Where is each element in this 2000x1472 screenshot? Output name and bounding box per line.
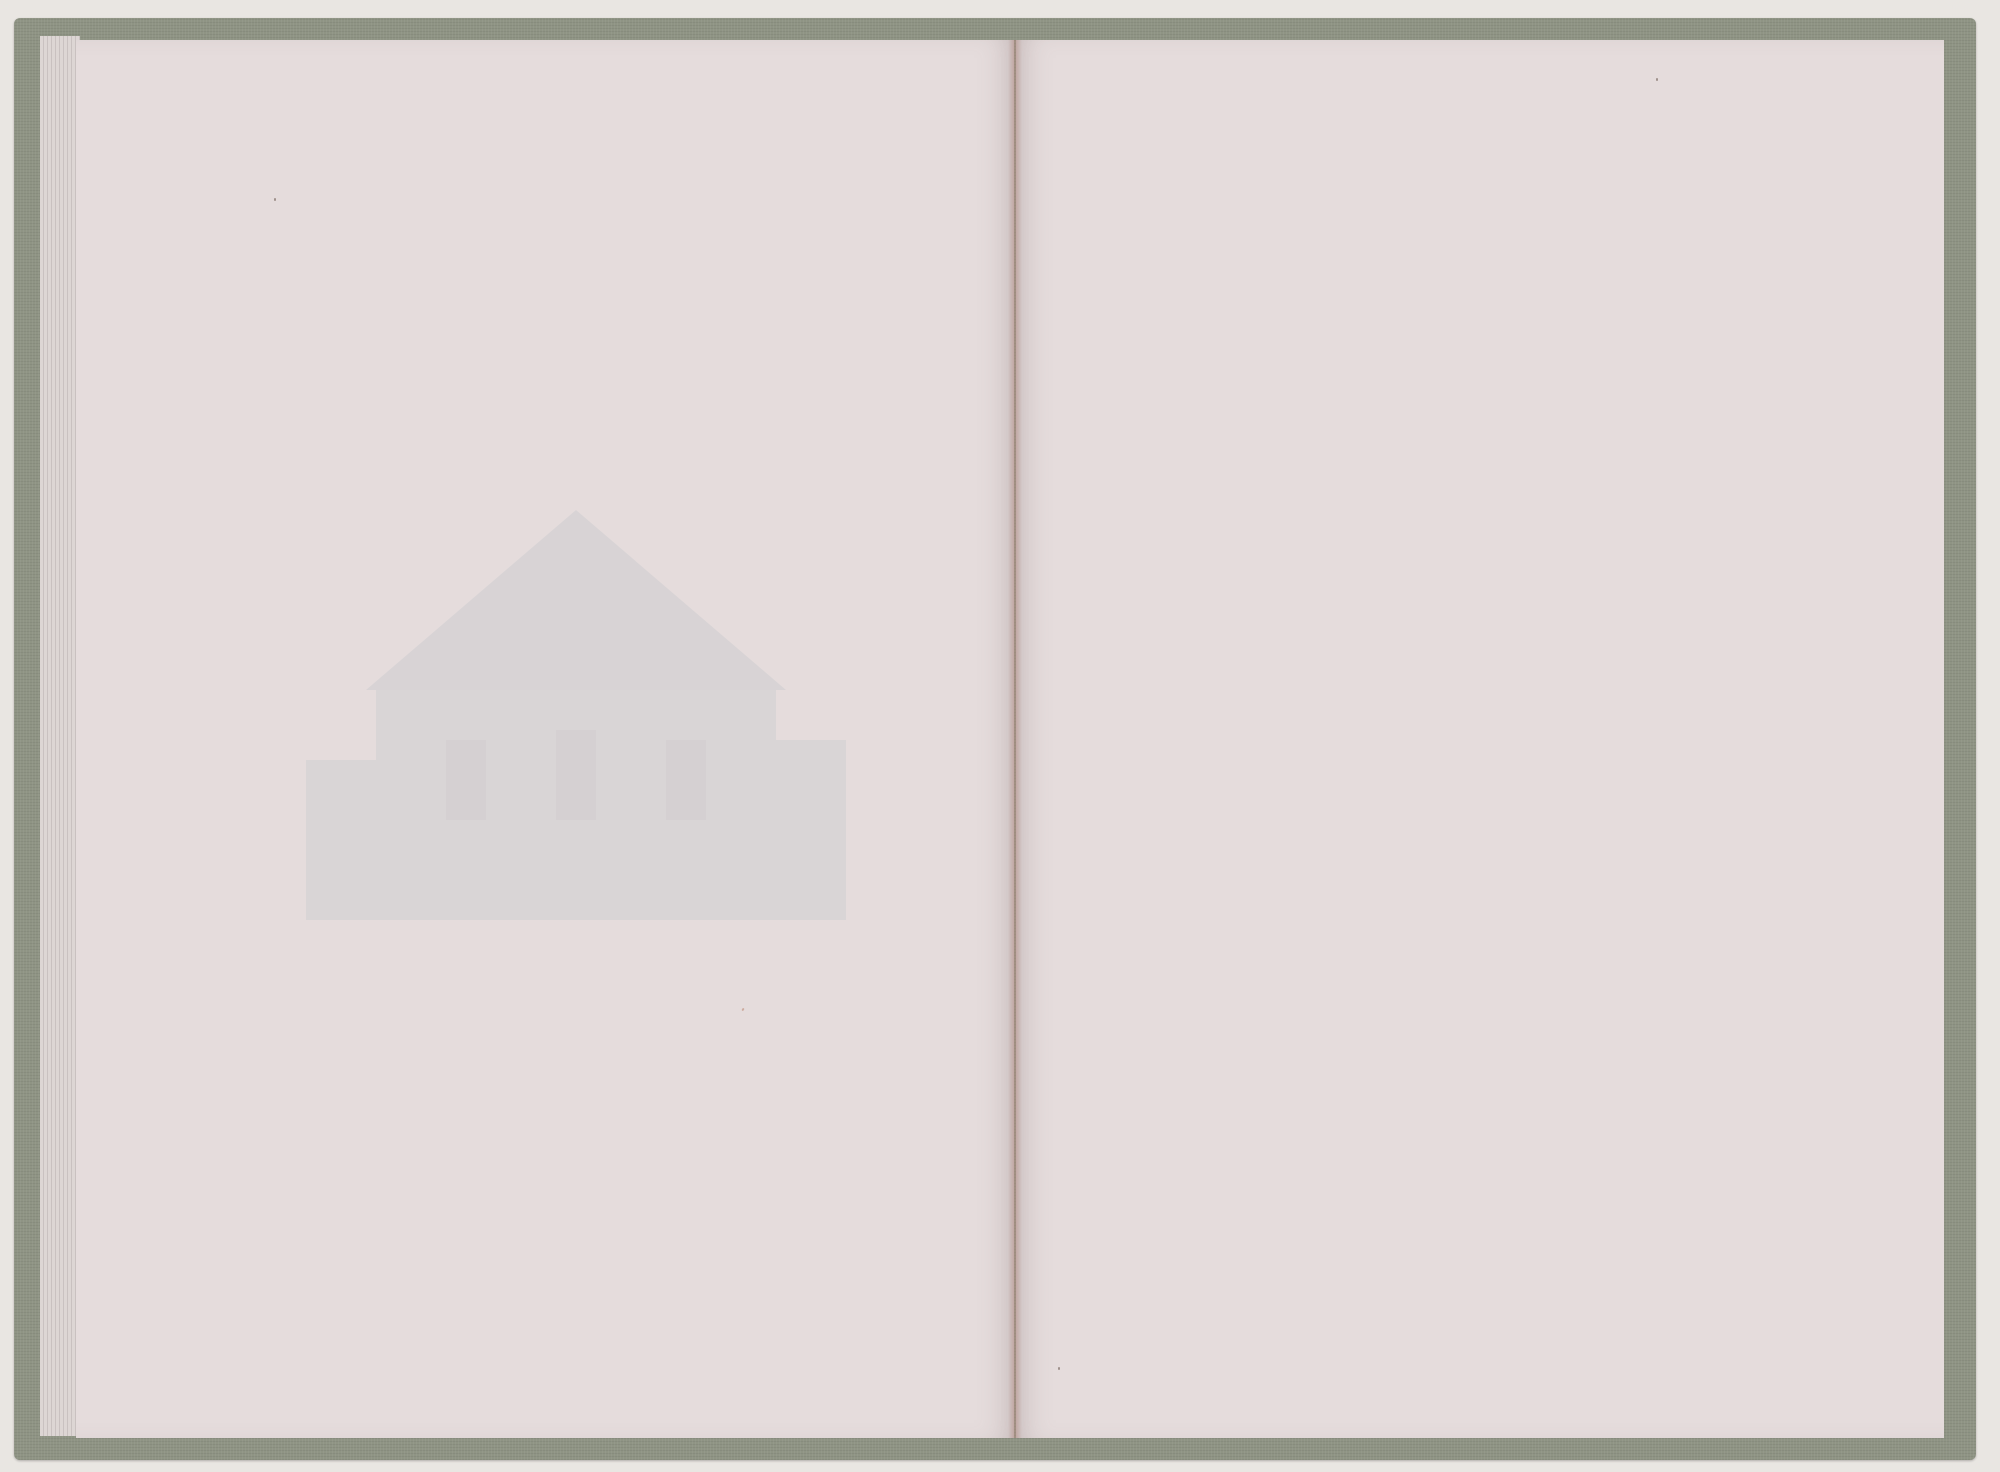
- paper-speck: [1656, 78, 1658, 81]
- paper-speck: [274, 198, 276, 201]
- right-page: [1016, 40, 1944, 1438]
- book-gutter: [1008, 40, 1022, 1438]
- page-edges: [40, 36, 80, 1436]
- paper-speck: [1058, 1367, 1060, 1370]
- show-through-building-image: [306, 500, 846, 930]
